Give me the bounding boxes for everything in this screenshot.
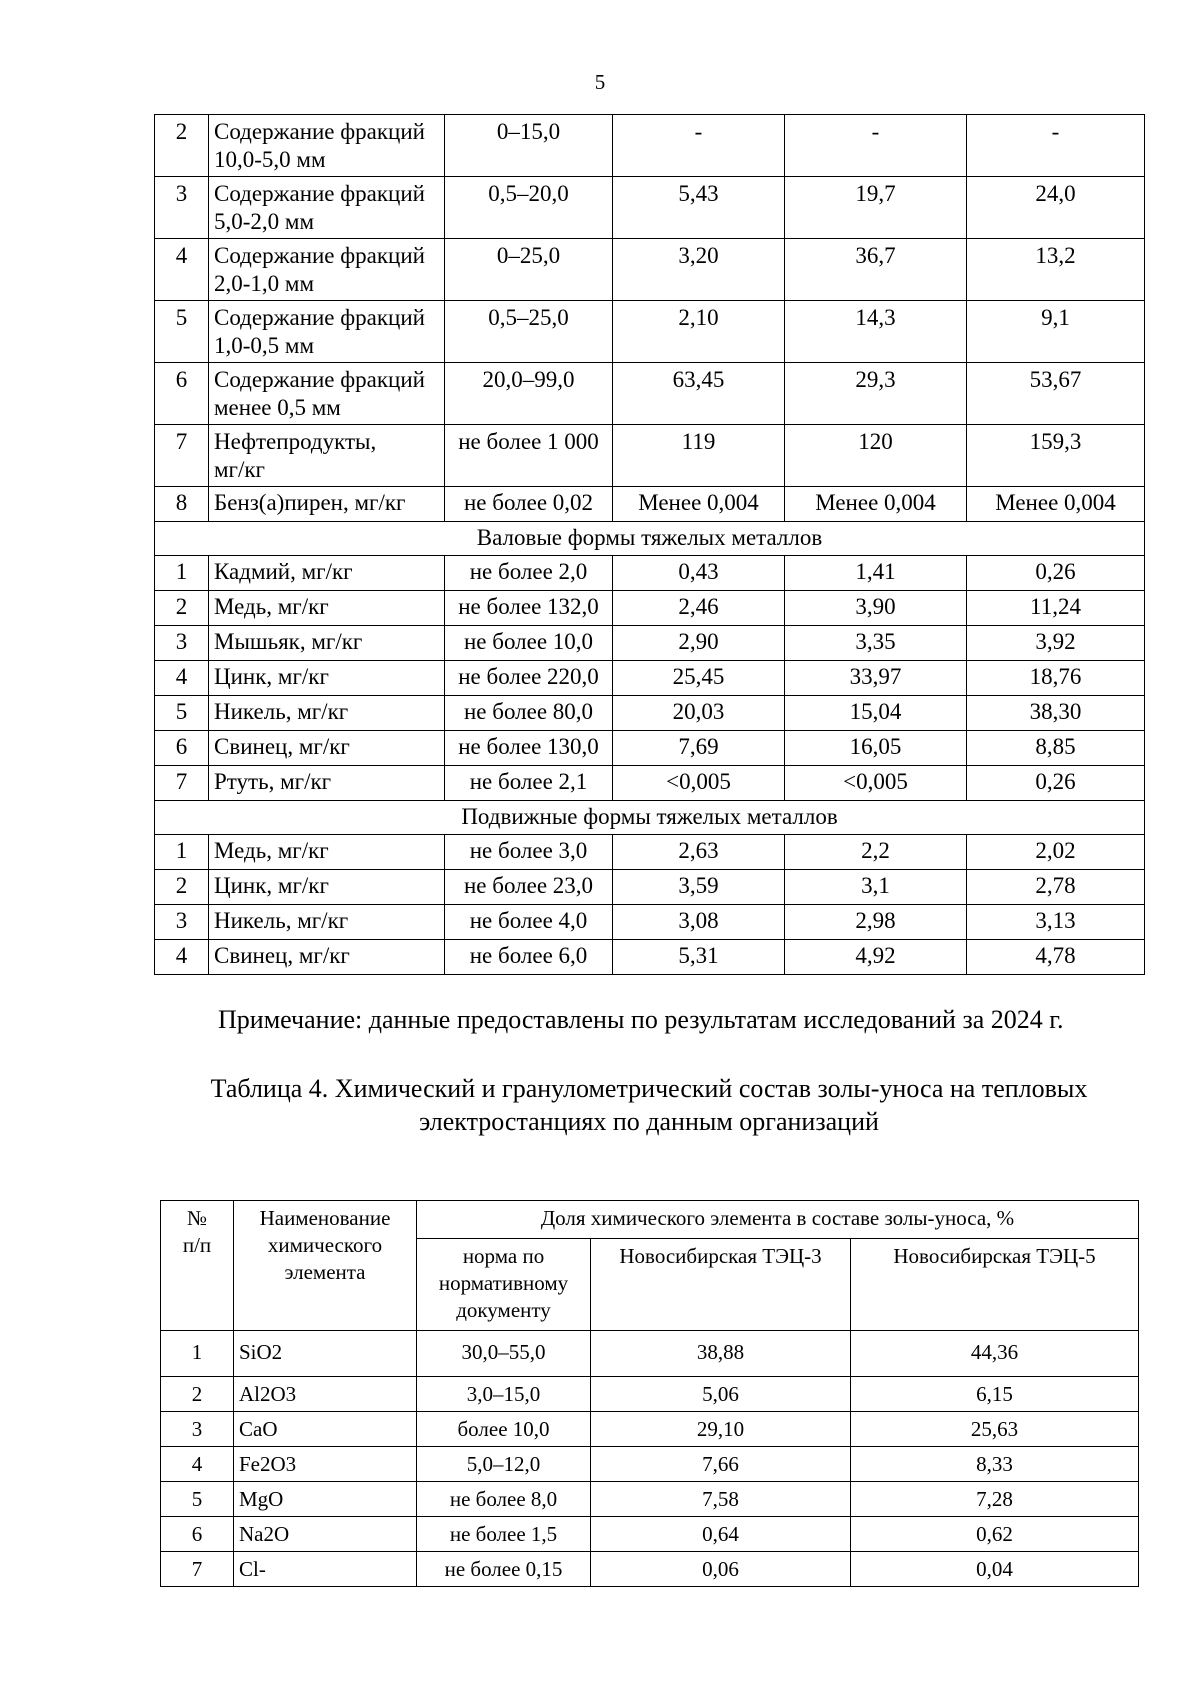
parameter-name: Содержание фракций менее 0,5 мм [209,363,445,425]
table-row [155,940,1145,975]
value-3: 38,30 [967,696,1145,731]
value-tec-3: 29,10 [591,1412,851,1447]
header-tec-3: Новосибирская ТЭЦ-3 [591,1239,851,1331]
norm-value: не более 132,0 [445,591,613,626]
value-tec-3: 7,58 [591,1482,851,1517]
row-number: 4 [155,940,209,975]
table-row [161,1517,1139,1552]
table-row [161,1412,1139,1447]
norm-value: не более 2,0 [445,556,613,591]
table-row [161,1552,1139,1587]
row-number: 5 [161,1482,234,1517]
value-2: 1,41 [785,556,967,591]
parameter-name: Содержание фракций 10,0-5,0 мм [209,115,445,177]
value-1: 20,03 [613,696,785,731]
table-row [155,835,1145,870]
norm-value: 0–25,0 [445,239,613,301]
value-3: 3,13 [967,905,1145,940]
norm-value: не более 130,0 [445,731,613,766]
header-row [161,1201,1139,1239]
value-tec-3: 7,66 [591,1447,851,1482]
table-note: Примечание: данные предоставлены по результатам исследований за 2024 г. [218,1005,1064,1034]
element-name: Na2O [234,1517,417,1552]
value-2: 120 [785,425,967,487]
header-element-name: Наименование химического элемента [234,1201,417,1331]
value-1: 119 [613,425,785,487]
table-row [155,301,1145,363]
value-2: 19,7 [785,177,967,239]
norm-value: более 10,0 [417,1412,591,1447]
row-number: 6 [155,731,209,766]
value-1: 3,08 [613,905,785,940]
parameter-name: Ртуть, мг/кг [209,766,445,801]
value-1: 2,10 [613,301,785,363]
value-tec-3: 0,06 [591,1552,851,1587]
parameter-name: Содержание фракций 5,0-2,0 мм [209,177,445,239]
norm-value: не более 220,0 [445,661,613,696]
value-3: 0,26 [967,556,1145,591]
value-3: - [967,115,1145,177]
value-1: 63,45 [613,363,785,425]
row-number: 4 [155,239,209,301]
norm-value: не более 0,02 [445,487,613,522]
section-header-row [155,522,1145,556]
row-number: 7 [155,425,209,487]
norm-value: не более 2,1 [445,766,613,801]
row-number: 5 [155,696,209,731]
table-row [155,363,1145,425]
value-3: 3,92 [967,626,1145,661]
value-tec-5: 6,15 [851,1377,1139,1412]
value-3: 0,26 [967,766,1145,801]
value-3: 8,85 [967,731,1145,766]
table-row [155,696,1145,731]
parameter-name: Содержание фракций 1,0-0,5 мм [209,301,445,363]
value-1: - [613,115,785,177]
value-2: 4,92 [785,940,967,975]
norm-value: 3,0–15,0 [417,1377,591,1412]
row-number: 3 [155,626,209,661]
row-number: 4 [155,661,209,696]
value-3: 11,24 [967,591,1145,626]
row-number: 7 [155,766,209,801]
table-row [155,487,1145,522]
value-1: 5,43 [613,177,785,239]
value-1: 0,43 [613,556,785,591]
norm-value: не более 1 000 [445,425,613,487]
norm-value: 5,0–12,0 [417,1447,591,1482]
row-number: 6 [161,1517,234,1552]
row-number: 3 [155,905,209,940]
value-3: 4,78 [967,940,1145,975]
row-number: 1 [155,556,209,591]
table-4-caption: Таблица 4. Химический и гранулометрический состав золы-уноса на тепловых электростанциях по данным организаций [210,1074,1088,1136]
section-header-row [155,801,1145,835]
parameter-name: Нефтепродукты, мг/кг [209,425,445,487]
row-number: 1 [161,1331,234,1377]
norm-value: не более 4,0 [445,905,613,940]
table-row [155,425,1145,487]
value-2: 36,7 [785,239,967,301]
row-number: 7 [161,1552,234,1587]
norm-value: не более 8,0 [417,1482,591,1517]
value-1: <0,005 [613,766,785,801]
norm-value: не более 23,0 [445,870,613,905]
value-3: 2,02 [967,835,1145,870]
value-3: 159,3 [967,425,1145,487]
value-2: <0,005 [785,766,967,801]
value-2: 29,3 [785,363,967,425]
value-1: 5,31 [613,940,785,975]
row-number: 4 [161,1447,234,1482]
table-row [155,731,1145,766]
norm-value: 0,5–25,0 [445,301,613,363]
value-2: 2,98 [785,905,967,940]
norm-value: 30,0–55,0 [417,1331,591,1377]
value-2: 15,04 [785,696,967,731]
table-row [155,626,1145,661]
element-name: SiO2 [234,1331,417,1377]
table-row [155,591,1145,626]
table-4 [160,1200,1139,1587]
value-2: 3,1 [785,870,967,905]
value-3: 2,78 [967,870,1145,905]
value-1: 3,59 [613,870,785,905]
value-1: 25,45 [613,661,785,696]
table-row [155,115,1145,177]
value-3: 24,0 [967,177,1145,239]
parameter-name: Мышьяк, мг/кг [209,626,445,661]
norm-value: не более 10,0 [445,626,613,661]
row-number: 3 [161,1412,234,1447]
value-2: 16,05 [785,731,967,766]
row-number: 3 [155,177,209,239]
value-2: 33,97 [785,661,967,696]
norm-value: не более 80,0 [445,696,613,731]
row-number: 6 [155,363,209,425]
norm-value: 0,5–20,0 [445,177,613,239]
value-tec-5: 8,33 [851,1447,1139,1482]
table-row [161,1482,1139,1517]
table-row [155,661,1145,696]
table-3-continuation [154,114,1145,975]
table-row [155,905,1145,940]
parameter-name: Свинец, мг/кг [209,940,445,975]
row-number: 5 [155,301,209,363]
page-number: 5 [594,70,606,94]
value-2: Менее 0,004 [785,487,967,522]
value-tec-5: 25,63 [851,1412,1139,1447]
table-row [155,239,1145,301]
value-3: Менее 0,004 [967,487,1145,522]
value-tec-5: 0,04 [851,1552,1139,1587]
value-tec-3: 5,06 [591,1377,851,1412]
norm-value: не более 6,0 [445,940,613,975]
parameter-name: Бенз(а)пирен, мг/кг [209,487,445,522]
row-number: 8 [155,487,209,522]
parameter-name: Цинк, мг/кг [209,661,445,696]
parameter-name: Никель, мг/кг [209,696,445,731]
table-row [155,556,1145,591]
value-1: 2,63 [613,835,785,870]
element-name: Fe2O3 [234,1447,417,1482]
value-1: 7,69 [613,731,785,766]
value-tec-3: 38,88 [591,1331,851,1377]
value-tec-3: 0,64 [591,1517,851,1552]
value-1: 2,90 [613,626,785,661]
header-tec-5: Новосибирская ТЭЦ-5 [851,1239,1139,1331]
value-3: 13,2 [967,239,1145,301]
row-number: 2 [155,870,209,905]
parameter-name: Свинец, мг/кг [209,731,445,766]
value-2: 14,3 [785,301,967,363]
parameter-name: Цинк, мг/кг [209,870,445,905]
value-tec-5: 44,36 [851,1331,1139,1377]
value-1: 3,20 [613,239,785,301]
row-number: 2 [155,591,209,626]
value-tec-5: 7,28 [851,1482,1139,1517]
norm-value: не более 3,0 [445,835,613,870]
row-number: 2 [161,1377,234,1412]
table-row [161,1447,1139,1482]
norm-value: 20,0–99,0 [445,363,613,425]
value-tec-5: 0,62 [851,1517,1139,1552]
norm-value: не более 1,5 [417,1517,591,1552]
section-title-gross-metals: Валовые формы тяжелых металлов [155,522,1145,556]
value-3: 53,67 [967,363,1145,425]
header-number: № п/п [161,1201,234,1331]
value-2: 2,2 [785,835,967,870]
value-2: 3,90 [785,591,967,626]
table-row [155,766,1145,801]
row-number: 2 [155,115,209,177]
parameter-name: Содержание фракций 2,0-1,0 мм [209,239,445,301]
norm-value: не более 0,15 [417,1552,591,1587]
element-name: Al2O3 [234,1377,417,1412]
table-row [155,870,1145,905]
table-row [161,1331,1139,1377]
value-3: 9,1 [967,301,1145,363]
parameter-name: Медь, мг/кг [209,591,445,626]
element-name: CaO [234,1412,417,1447]
header-group-share: Доля химического элемента в составе золы-уноса, % [417,1201,1139,1239]
table-row [155,177,1145,239]
table-row [161,1377,1139,1412]
section-title-mobile-metals: Подвижные формы тяжелых металлов [155,801,1145,835]
header-norm: норма по нормативному документу [417,1239,591,1331]
norm-value: 0–15,0 [445,115,613,177]
value-2: - [785,115,967,177]
element-name: MgO [234,1482,417,1517]
value-1: 2,46 [613,591,785,626]
parameter-name: Кадмий, мг/кг [209,556,445,591]
value-1: Менее 0,004 [613,487,785,522]
value-3: 18,76 [967,661,1145,696]
element-name: Cl- [234,1552,417,1587]
parameter-name: Никель, мг/кг [209,905,445,940]
row-number: 1 [155,835,209,870]
value-2: 3,35 [785,626,967,661]
parameter-name: Медь, мг/кг [209,835,445,870]
